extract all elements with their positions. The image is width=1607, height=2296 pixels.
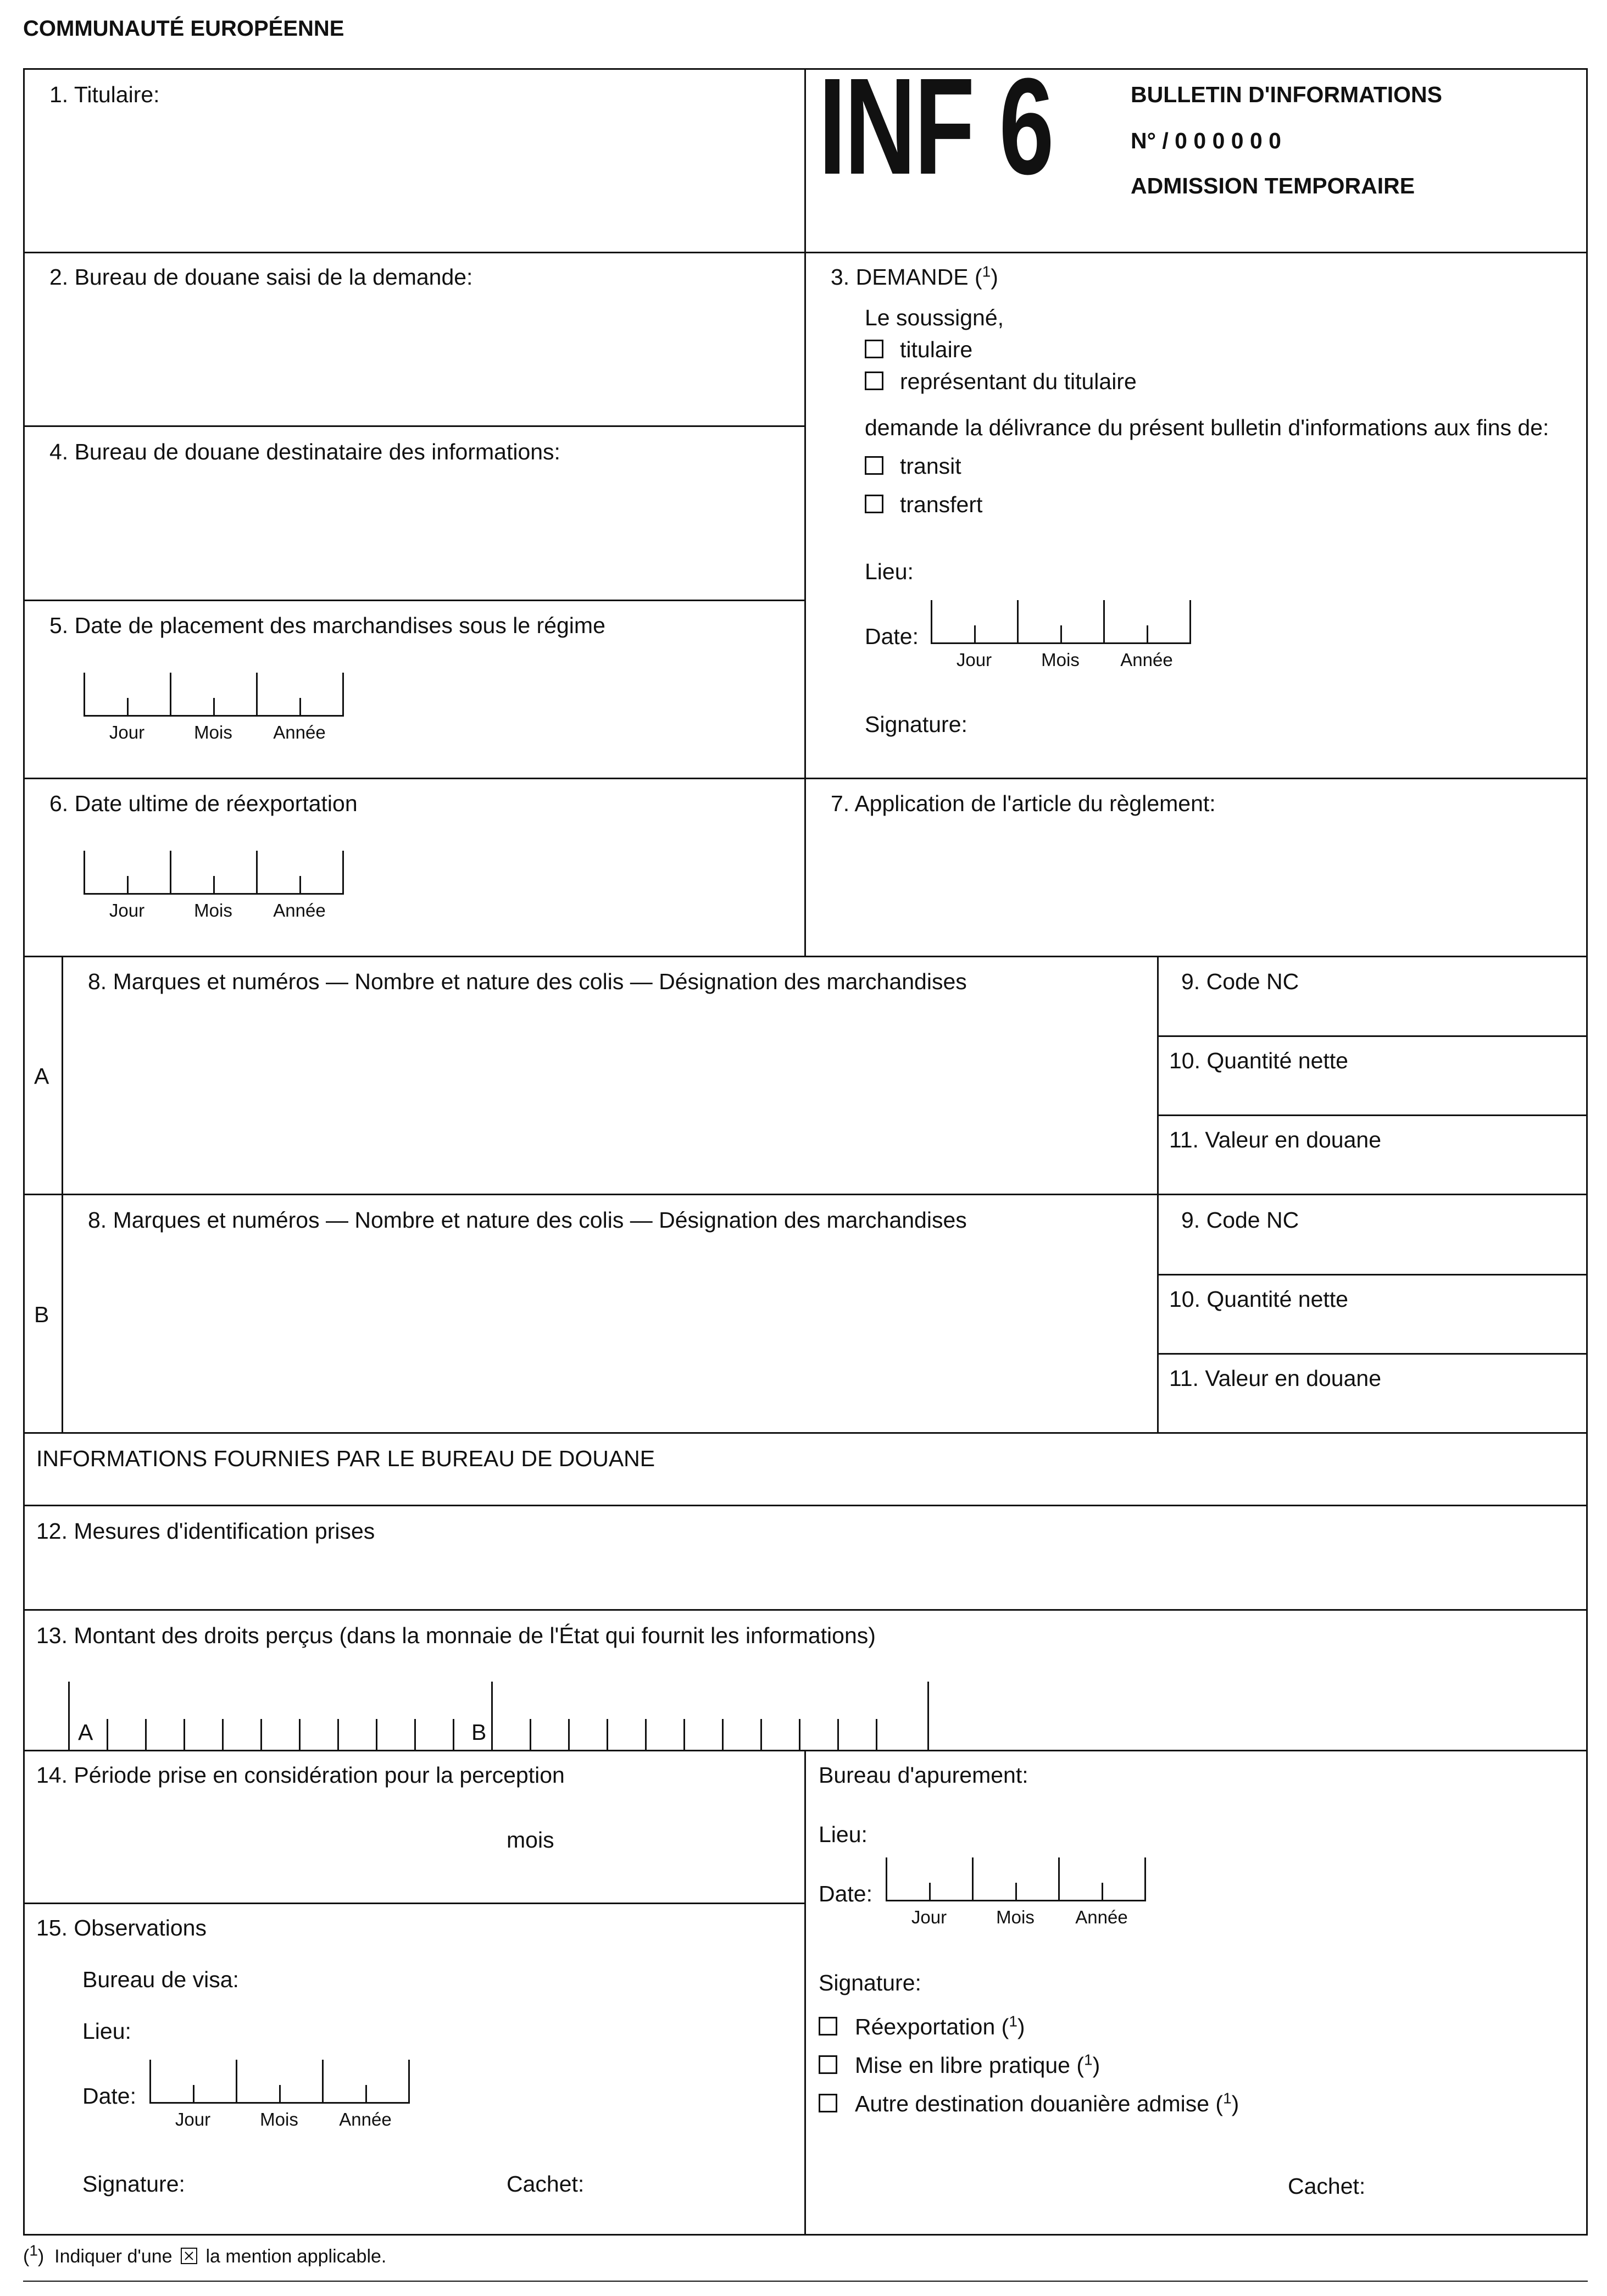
transit-option-label: transit bbox=[900, 453, 961, 479]
goods-row-b-label: B bbox=[34, 1302, 49, 1327]
box-3-request-title: 3. DEMANDE ($^1$) bbox=[831, 263, 998, 290]
community-header: COMMUNAUTÉ EUROPÉENNE bbox=[23, 16, 344, 41]
box-7-article-label: 7. Application de l'article du règlement: bbox=[831, 791, 1216, 816]
day-label: Jour bbox=[109, 722, 145, 742]
month-label: Mois bbox=[194, 900, 232, 920]
visa-stamp-label: Cachet: bbox=[507, 2171, 585, 2197]
goods-a-customs-value-label: 11. Valeur en douane bbox=[1169, 1127, 1382, 1152]
bulletin-number: N° / 0 0 0 0 0 0 bbox=[1131, 128, 1281, 153]
goods-a-net-quantity-label: 10. Quantité nette bbox=[1169, 1048, 1348, 1073]
visa-office-label: Bureau de visa: bbox=[82, 1967, 239, 1992]
discharge-signature-label: Signature: bbox=[819, 1970, 921, 1995]
rule bbox=[23, 1432, 1588, 1434]
rule bbox=[62, 956, 63, 1433]
rule bbox=[804, 68, 806, 956]
request-purpose-text: demande la délivrance du présent bulletin d'informations aux fins de: bbox=[865, 415, 1549, 440]
box-5-placement-date-label: 5. Date de placement des marchandises sous le régime bbox=[49, 613, 605, 638]
year-label: Année bbox=[1075, 1907, 1128, 1927]
goods-b-description-label: 8. Marques et numéros — Nombre et nature des colis — Désignation des marchandises bbox=[88, 1207, 967, 1233]
goods-row-a-label: A bbox=[34, 1063, 49, 1089]
free-circulation-option-label: Mise en libre pratique ($^1$) bbox=[855, 2051, 1100, 2078]
box-3-date-label: Date: bbox=[865, 624, 919, 649]
discharge-place-label: Lieu: bbox=[819, 1822, 868, 1847]
representative-checkbox[interactable] bbox=[865, 371, 883, 390]
box-12-identification-label: 12. Mesures d'identification prises bbox=[36, 1518, 375, 1544]
period-months-label: mois bbox=[507, 1827, 554, 1853]
footnote: ($^1$) Indiquer d'une la mention applicable. bbox=[23, 2242, 387, 2267]
rule bbox=[23, 1609, 1588, 1611]
rule bbox=[1158, 1274, 1588, 1275]
undersigned-text: Le soussigné, bbox=[865, 305, 1004, 330]
rule bbox=[23, 1903, 805, 1904]
box-4-destination-office-label: 4. Bureau de douane destinataire des informations: bbox=[49, 439, 560, 464]
goods-b-customs-value-label: 11. Valeur en douane bbox=[1169, 1366, 1382, 1391]
box-2-office-label: 2. Bureau de douane saisi de la demande: bbox=[49, 264, 473, 290]
holder-option-label: titulaire bbox=[900, 337, 973, 362]
visa-place-label: Lieu: bbox=[82, 2018, 131, 2044]
box-6-reexport-date-label: 6. Date ultime de réexportation bbox=[49, 791, 358, 816]
crossed-box-icon bbox=[181, 2248, 197, 2264]
transfer-option-label: transfert bbox=[900, 492, 983, 517]
rule bbox=[1157, 956, 1159, 1433]
day-label: Jour bbox=[911, 1907, 947, 1927]
month-label: Mois bbox=[194, 722, 232, 742]
month-label: Mois bbox=[1041, 650, 1080, 670]
reexport-option-label: Réexportation ($^1$) bbox=[855, 2012, 1025, 2039]
other-destination-checkbox[interactable] bbox=[819, 2094, 837, 2112]
rule bbox=[1158, 1114, 1588, 1116]
discharge-stamp-label: Cachet: bbox=[1288, 2173, 1366, 2199]
bulletin-regime: ADMISSION TEMPORAIRE bbox=[1131, 173, 1415, 198]
box-14-period-label: 14. Période prise en considération pour la perception bbox=[36, 1762, 565, 1788]
goods-a-description-label: 8. Marques et numéros — Nombre et nature des colis — Désignation des marchandises bbox=[88, 969, 967, 994]
transfer-checkbox[interactable] bbox=[865, 495, 883, 513]
rule bbox=[23, 1505, 1588, 1506]
day-label: Jour bbox=[109, 900, 145, 920]
visa-signature-label: Signature: bbox=[82, 2171, 185, 2197]
year-label: Année bbox=[273, 722, 326, 742]
duties-amount-field[interactable] bbox=[68, 1682, 931, 1750]
month-label: Mois bbox=[260, 2109, 298, 2129]
rule bbox=[1158, 1035, 1588, 1037]
duties-a-label: A bbox=[78, 1720, 93, 1745]
rule bbox=[23, 1194, 1588, 1195]
box-6-date-field[interactable] bbox=[84, 851, 344, 920]
box-3-place-label: Lieu: bbox=[865, 559, 914, 584]
visa-date-field[interactable] bbox=[149, 2060, 410, 2129]
rule bbox=[23, 425, 805, 427]
rule bbox=[23, 600, 805, 601]
bulletin-title: BULLETIN D'INFORMATIONS bbox=[1131, 82, 1442, 107]
day-label: Jour bbox=[956, 650, 992, 670]
visa-date-label: Date: bbox=[82, 2083, 136, 2109]
other-destination-option-label: Autre destination douanière admise ($^1$) bbox=[855, 2089, 1239, 2116]
box-15-observations-label: 15. Observations bbox=[36, 1915, 207, 1940]
rule bbox=[1158, 1353, 1588, 1355]
day-label: Jour bbox=[175, 2109, 211, 2129]
year-label: Année bbox=[339, 2109, 392, 2129]
customs-info-heading: INFORMATIONS FOURNIES PAR LE BUREAU DE DOUANE bbox=[36, 1446, 655, 1471]
discharge-date-field[interactable] bbox=[886, 1857, 1146, 1927]
discharge-date-label: Date: bbox=[819, 1881, 872, 1906]
reexport-checkbox[interactable] bbox=[819, 2017, 837, 2036]
year-label: Année bbox=[273, 900, 326, 920]
month-label: Mois bbox=[996, 1907, 1035, 1927]
box-3-signature-label: Signature: bbox=[865, 712, 967, 737]
box-13-duties-label: 13. Montant des droits perçus (dans la monnaie de l'État qui fournit les informations) bbox=[36, 1623, 876, 1648]
discharge-office-label: Bureau d'apurement: bbox=[819, 1762, 1028, 1788]
box-5-date-field[interactable] bbox=[84, 673, 344, 742]
form-code: INF 6 bbox=[819, 49, 1053, 203]
duties-b-label: B bbox=[471, 1720, 487, 1745]
transit-checkbox[interactable] bbox=[865, 456, 883, 475]
goods-b-cn-code-label: 9. Code NC bbox=[1181, 1207, 1299, 1233]
bottom-rule bbox=[23, 2281, 1588, 2282]
free-circulation-checkbox[interactable] bbox=[819, 2055, 837, 2074]
year-label: Année bbox=[1120, 650, 1173, 670]
representative-option-label: représentant du titulaire bbox=[900, 369, 1137, 394]
rule bbox=[804, 1750, 806, 2236]
goods-a-cn-code-label: 9. Code NC bbox=[1181, 969, 1299, 994]
box-3-date-field[interactable] bbox=[931, 600, 1191, 670]
box-1-holder-label: 1. Titulaire: bbox=[49, 82, 160, 107]
holder-checkbox[interactable] bbox=[865, 340, 883, 358]
goods-b-net-quantity-label: 10. Quantité nette bbox=[1169, 1286, 1348, 1312]
